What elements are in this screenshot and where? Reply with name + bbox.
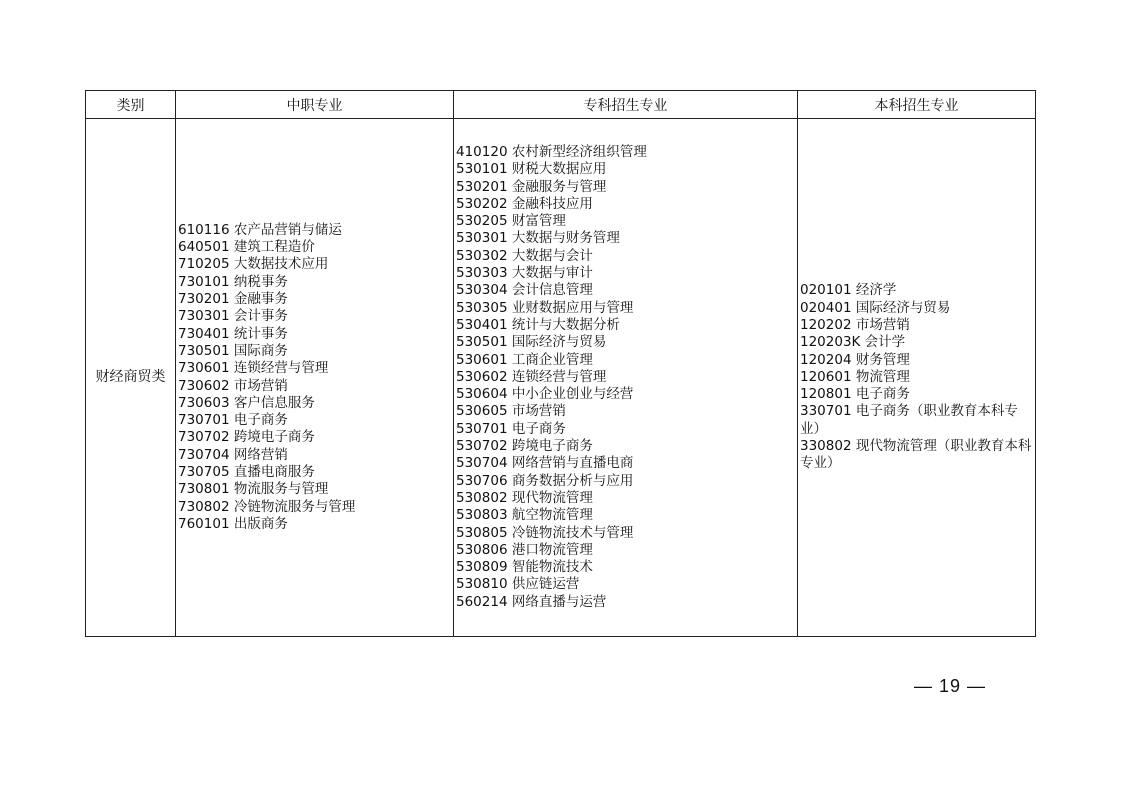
list-item: 530809 智能物流技术 [456, 559, 593, 576]
header-zhongzhi: 中职专业 [176, 91, 454, 119]
list-item: 610116 农产品营销与储运 [178, 221, 342, 238]
list-item: 530305 业财数据应用与管理 [456, 299, 634, 316]
list-item: 120801 电子商务 [800, 386, 910, 403]
list-item: 530810 供应链运营 [456, 576, 580, 593]
header-benke: 本科招生专业 [798, 91, 1036, 119]
list-item: 530706 商务数据分析与应用 [456, 472, 634, 489]
list-item: 120203K 会计学 [800, 334, 906, 351]
list-item: 530501 国际经济与贸易 [456, 334, 607, 351]
list-item: 530601 工商企业管理 [456, 351, 593, 368]
zhongzhi-list [176, 119, 454, 637]
list-item: 530803 航空物流管理 [456, 507, 593, 524]
header-category: 类别 [86, 91, 176, 119]
list-item: 330701 电子商务（职业教育本科专业） [800, 403, 1018, 437]
list-item: 760101 出版商务 [178, 515, 288, 532]
list-item: 530303 大数据与审计 [456, 265, 593, 282]
list-item: 730701 电子商务 [178, 412, 288, 429]
list-item: 730801 物流服务与管理 [178, 481, 329, 498]
list-item: 530602 连锁经营与管理 [456, 368, 607, 385]
list-item: 730401 统计事务 [178, 325, 288, 342]
list-item: 530604 中小企业创业与经营 [456, 386, 634, 403]
list-item: 730101 纳税事务 [178, 273, 288, 290]
list-item: 530806 港口物流管理 [456, 541, 593, 558]
list-item: 020401 国际经济与贸易 [800, 299, 951, 316]
list-item: 120202 市场营销 [800, 316, 910, 333]
list-item: 530704 网络营销与直播电商 [456, 455, 634, 472]
list-item: 530201 金融服务与管理 [456, 178, 607, 195]
table-row [86, 119, 1036, 637]
list-item: 120204 财务管理 [800, 351, 910, 368]
list-item: 530101 财税大数据应用 [456, 161, 607, 178]
list-item: 020101 经济学 [800, 282, 897, 299]
list-item: 530805 冷链物流技术与管理 [456, 524, 634, 541]
list-item: 730603 客户信息服务 [178, 394, 315, 411]
list-item: 120601 物流管理 [800, 368, 910, 385]
list-item: 730702 跨境电子商务 [178, 429, 315, 446]
list-item: 640501 建筑工程造价 [178, 239, 315, 256]
list-item: 730704 网络营销 [178, 446, 288, 463]
list-item: 530301 大数据与财务管理 [456, 230, 620, 247]
category-cell: 财经商贸类 [86, 119, 176, 637]
list-item: 530304 会计信息管理 [456, 282, 593, 299]
list-item: 730601 连锁经营与管理 [178, 360, 329, 377]
list-item: 530202 金融科技应用 [456, 195, 593, 212]
list-item: 730501 国际商务 [178, 342, 288, 359]
header-zhuanke: 专科招生专业 [454, 91, 798, 119]
list-item: 530701 电子商务 [456, 420, 566, 437]
header-row [86, 91, 1036, 119]
list-item: 410120 农村新型经济组织管理 [456, 143, 647, 160]
list-item: 730301 会计事务 [178, 308, 288, 325]
list-item: 330802 现代物流管理（职业教育本科专业） [800, 438, 1032, 472]
benke-list [798, 119, 1036, 637]
list-item: 730705 直播电商服务 [178, 463, 315, 480]
list-item: 530401 统计与大数据分析 [456, 316, 620, 333]
zhuanke-list [454, 119, 798, 637]
list-item: 530302 大数据与会计 [456, 247, 593, 264]
list-item: 530702 跨境电子商务 [456, 438, 593, 455]
list-item: 530605 市场营销 [456, 403, 566, 420]
list-item: 560214 网络直播与运营 [456, 593, 607, 610]
page-number: — 19 — [913, 676, 987, 696]
list-item: 730201 金融事务 [178, 291, 288, 308]
majors-table [85, 90, 1036, 637]
list-item: 730802 冷链物流服务与管理 [178, 498, 356, 515]
list-item: 730602 市场营销 [178, 377, 288, 394]
list-item: 530802 现代物流管理 [456, 489, 593, 506]
list-item: 530205 财富管理 [456, 213, 566, 230]
list-item: 710205 大数据技术应用 [178, 256, 329, 273]
